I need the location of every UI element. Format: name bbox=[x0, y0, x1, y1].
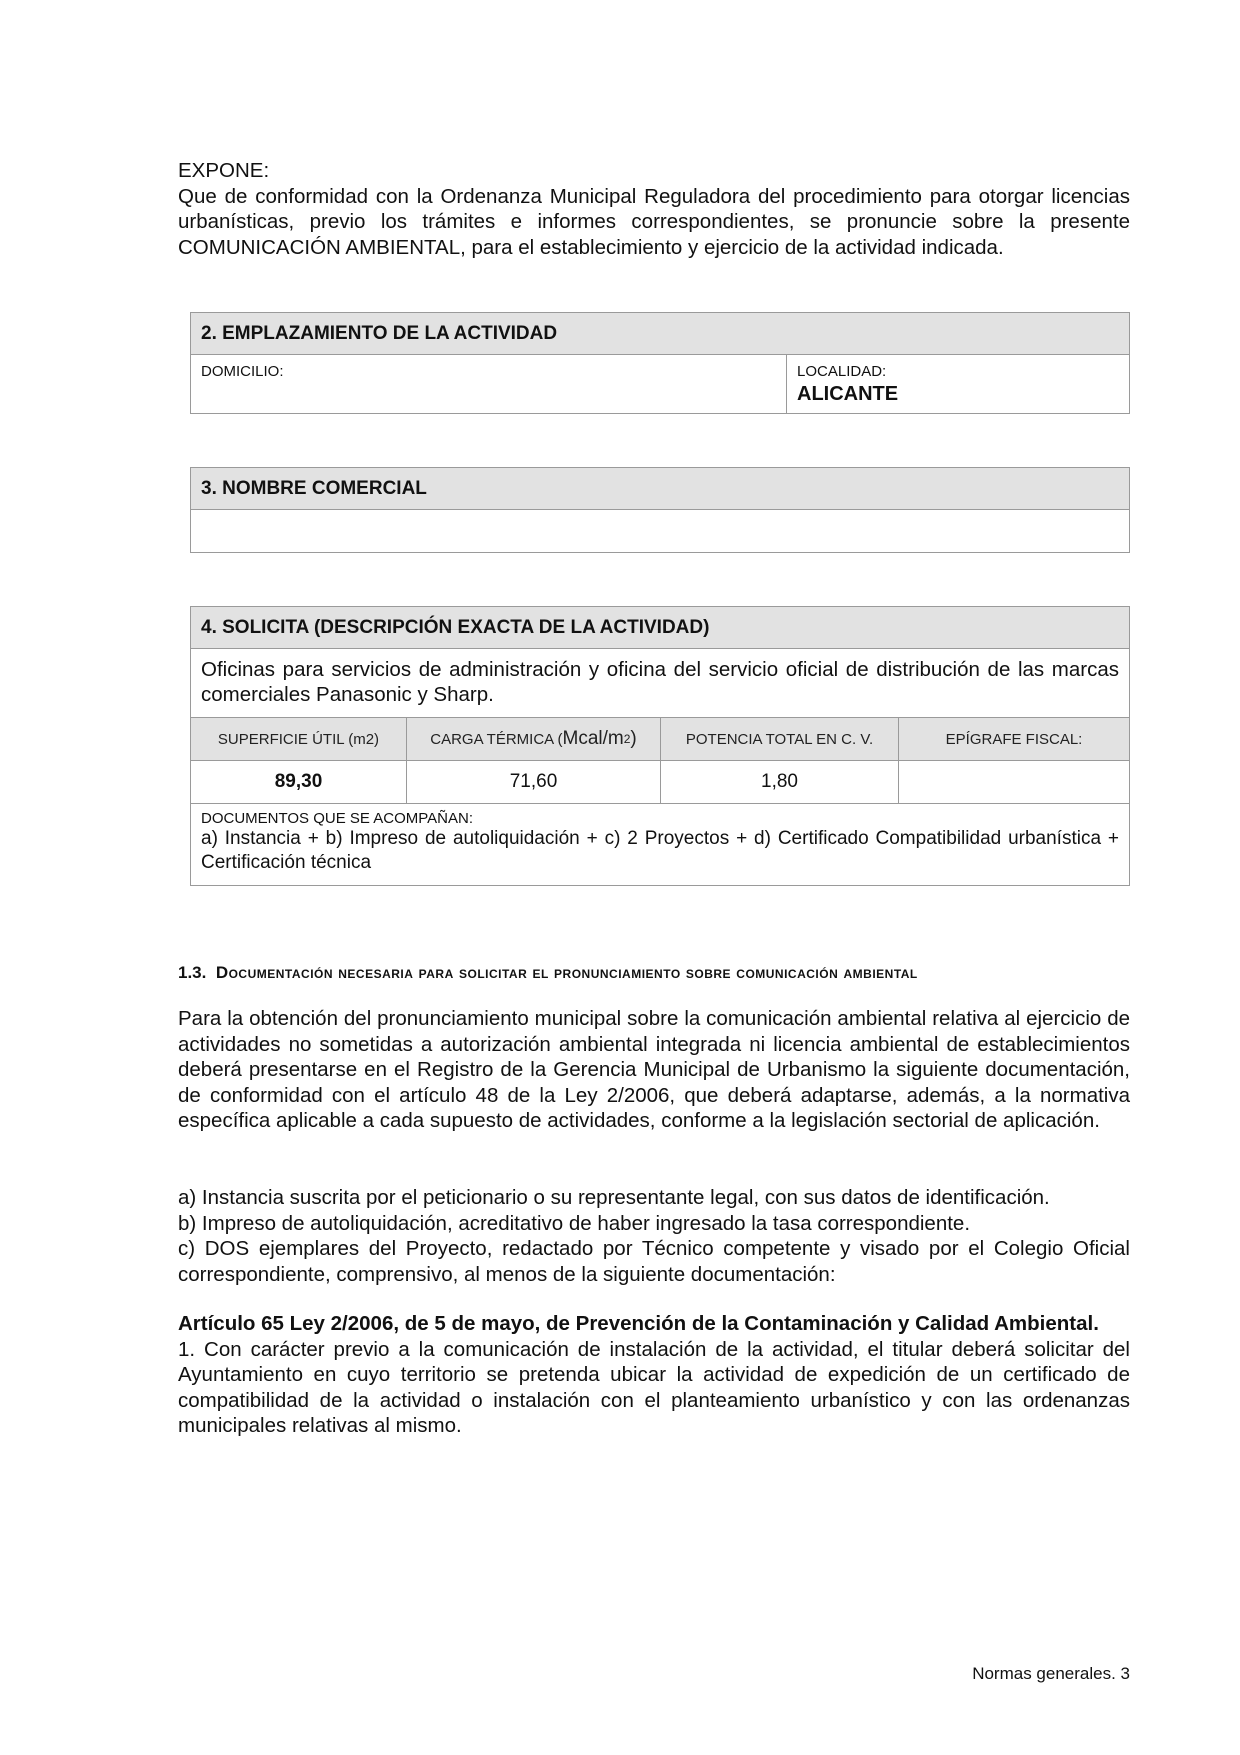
section-number: 1.3. bbox=[178, 963, 207, 982]
domicilio-field bbox=[191, 355, 787, 414]
expone-label: EXPONE: bbox=[178, 159, 270, 182]
header-carga bbox=[407, 718, 661, 760]
emplazamiento-box bbox=[190, 312, 1130, 414]
nombre-comercial-field bbox=[191, 510, 1129, 553]
expone-text: Que de conformidad con la Ordenanza Municipal Reguladora del procedimiento para otorgar licencias urbanísticas, previo los trámites e informes correspondientes, se pronuncie sobre la presente COMUNICACIÓN AMBIENTAL, para el establecimiento y ejercicio de la actividad indicada. bbox=[178, 184, 1130, 259]
value-potencia: 1,80 bbox=[661, 761, 899, 803]
solicita-box bbox=[190, 606, 1130, 886]
section-paragraph: Para la obtención del pronunciamiento municipal sobre la comunicación ambiental relativa al ejercicio de actividades no sometidas a autorización ambiental integrada ni licencia ambiental de establecimientos deberá presentarse en el Registro de la Gerencia Municipal de Urbanismo la siguiente documentación, de conformidad con el artículo 48 de la Ley 2/2006, que deberá adaptarse, además, a la normativa específica aplicable a cada supuesto de actividades, conforme a la legislación sectorial de aplicación. bbox=[178, 1007, 1130, 1132]
section-heading bbox=[178, 962, 1130, 984]
header-carga-suffix: ) bbox=[630, 728, 637, 749]
documentos-value: a) Instancia + b) Impreso de autoliquidación + c) 2 Proyectos + d) Certificado Compatibilidad urbanística + Certificación técnica bbox=[201, 828, 1119, 873]
table-header-row bbox=[191, 718, 1129, 761]
header-carga-sup: 2 bbox=[623, 732, 631, 746]
solicita-title: 4. SOLICITA (DESCRIPCIÓN EXACTA DE LA ACTIVIDAD) bbox=[191, 607, 1129, 649]
nombre-comercial-box bbox=[190, 467, 1130, 553]
article-title: Artículo 65 Ley 2/2006, de 5 de mayo, de Prevención de la Contaminación y Calidad Ambiental. bbox=[178, 1312, 1099, 1335]
section-title: Documentación necesaria para solicitar el pronunciamiento sobre comunicación ambiental bbox=[215, 963, 918, 982]
domicilio-label: DOMICILIO: bbox=[201, 363, 284, 380]
localidad-value: ALICANTE bbox=[797, 383, 899, 405]
solicita-description: Oficinas para servicios de administración y oficina del servicio oficial de distribución de las marcas comerciales Panasonic y Sharp. bbox=[191, 649, 1129, 718]
header-epigrafe: EPÍGRAFE FISCAL: bbox=[945, 730, 1083, 748]
localidad-field bbox=[787, 355, 1129, 414]
nombre-comercial-title: 3. NOMBRE COMERCIAL bbox=[191, 468, 1129, 510]
header-carga-prefix: CARGA TÉRMICA ( bbox=[430, 730, 563, 748]
table-row bbox=[191, 761, 1129, 804]
article-text: 1. Con carácter previo a la comunicación de instalación de la actividad, el titular deberá solicitar del Ayuntamiento en cuyo territorio se pretenda ubicar la actividad de expedición de un certificado de compatibilidad de la actividad o instalación con el planteamiento urbanístico y con las ordenanzas municipales relativas al mismo. bbox=[178, 1337, 1130, 1437]
list-item: a) Instancia suscrita por el peticionario o su representante legal, con sus datos de identificación. bbox=[178, 1186, 1050, 1209]
header-carga-unit: Mcal/m bbox=[562, 728, 624, 749]
emplazamiento-title: 2. EMPLAZAMIENTO DE LA ACTIVIDAD bbox=[191, 313, 1129, 355]
documentos-field bbox=[191, 804, 1129, 881]
list-item: b) Impreso de autoliquidación, acreditativo de haber ingresado la tasa correspondiente. bbox=[178, 1211, 971, 1235]
article-block bbox=[178, 1311, 1130, 1439]
requirements-list bbox=[178, 1185, 1130, 1287]
expone-block bbox=[178, 158, 1130, 260]
localidad-label: LOCALIDAD: bbox=[797, 363, 887, 380]
page-footer: Normas generales. 3 bbox=[972, 1664, 1130, 1683]
value-carga: 71,60 bbox=[407, 761, 661, 803]
header-potencia: POTENCIA TOTAL EN C. V. bbox=[661, 718, 899, 760]
header-superficie: SUPERFICIE ÚTIL (m2) bbox=[191, 718, 407, 760]
value-superficie: 89,30 bbox=[191, 761, 407, 803]
list-item: c) DOS ejemplares del Proyecto, redactado por Técnico competente y visado por el Colegio Oficial correspondiente, comprensivo, al menos de la siguiente documentación: bbox=[178, 1237, 1130, 1286]
documentos-label: DOCUMENTOS QUE SE ACOMPAÑAN: bbox=[201, 810, 473, 827]
value-epigrafe bbox=[899, 761, 1129, 803]
